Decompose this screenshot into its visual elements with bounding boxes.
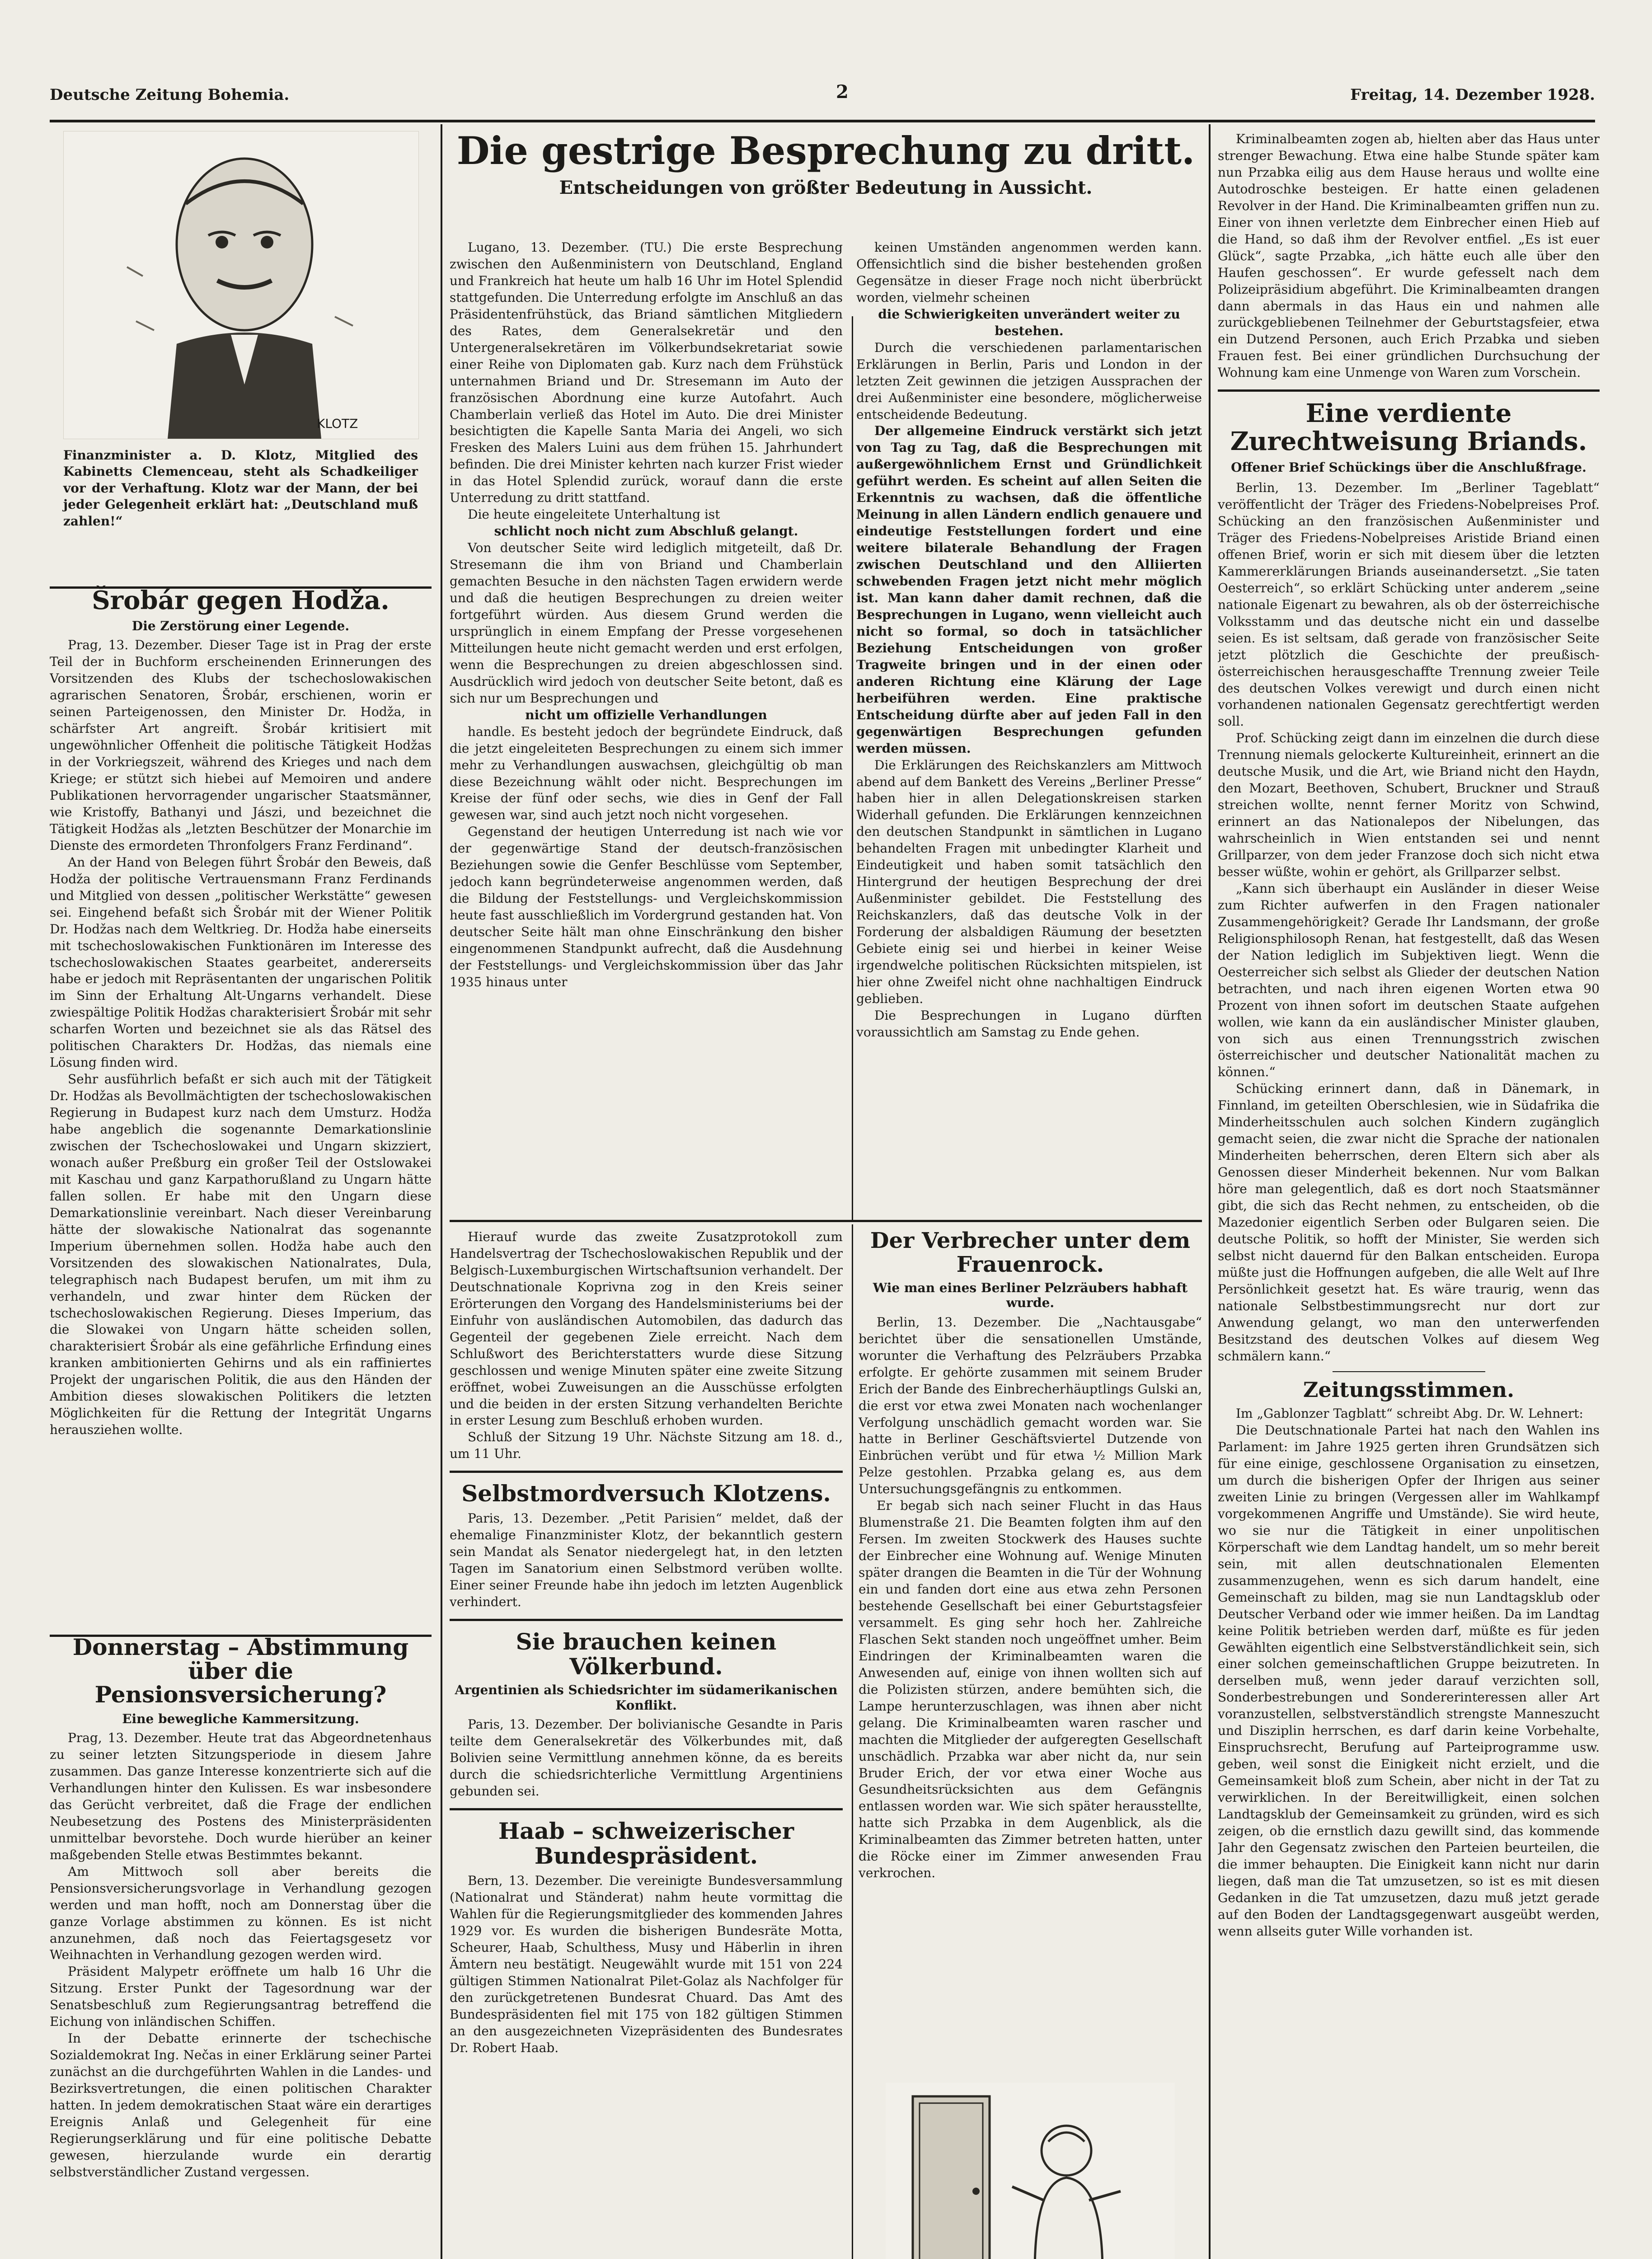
klotz-story-headline: Selbstmordversuch Klotzens. (461, 1480, 831, 1507)
pension-article (50, 1636, 432, 2181)
dritt-c1-p6: handle. Es besteht jedoch der begründete Eindruck, daß die jetzt eingeleiteten Besprechungen zu einem sich immer mehr zu Verhandlungen auswachsen, gleichgültig ob man diese Bezeichnung wählt oder nicht. Besprechungen im Kreise der fünf oder sechs, wie dies in Genf der Fall gewesen war, sind auch jetzt noch nicht vorgesehen. (450, 724, 843, 823)
klotz-portrait (63, 131, 419, 439)
column-rule (1209, 124, 1211, 2259)
masthead-rule (50, 120, 1595, 122)
verbrecher-paragraph-1: Berlin, 13. Dezember. Die „Nachtausgabe“ berichtet über die sensationellen Umstände, worunter die Verhaftung des Pelzräubers Przabka erfolgte. Er gehörte zusammen mit seinem Bruder Erich der Bande des Einbrecherhäuptlings Gulski an, die erst vor etwa zwei Monaten nach wochenlanger Verfolgung unschädlich gemacht worden war. Sie hatte in Berliner Geschäftsviertel Dutzende von Einbrüchen verübt und für etwa ½ Million Mark Pelze gestohlen. Przabka gelang es, aus dem Untersuchungsgefängnis zu entkommen. (859, 1314, 1202, 1497)
section-divider (450, 1619, 843, 1621)
verbrecher-headline: Der Verbrecher unter dem Frauenrock. (870, 1229, 1191, 1277)
page-number: 2 (836, 81, 849, 103)
srobar-paragraph-1: Prag, 13. Dezember. Dieser Tage ist in Prag der erste Teil der in Buchform erscheinenden Erinnerungen des Vorsitzenden des Klubs der tschechoslowakischen agrarischen Senatoren, Šrobár, erschienen, worin er seinen Parteigenossen, den Minister Dr. Hodža, in schärfster Art angreift. Šrobár kritisiert mit ungewöhnlicher Offenheit die politische Tätigkeit Hodžas in der Vorkriegszeit, während des Krieges und nach dem Kriege; er stützt sich hiebei auf Memoiren und andere Publikationen hervorragender ungarischer Staatsmänner, wie Kristoffy, Bathanyi und Jászi, und bezeichnet die Tätigkeit Hodžas als „letzten Beschützer der Monarchie im Dienste des ermordeten Thronfolgers Franz Ferdinand“. (50, 637, 432, 853)
dritt-c2-p2: die Schwierigkeiten unverändert weiter zu bestehen. (878, 306, 1180, 338)
dritt-c1-p5: nicht um offizielle Verhandlungen (525, 707, 767, 722)
section-rule (450, 1220, 1202, 1222)
pension-headline: Donnerstag – Abstimmung über die Pensionsversicherung? (72, 1634, 409, 1708)
dritt-subheadline: Entscheidungen von größter Bedeutung in Aussicht. (559, 177, 1093, 199)
cartoon-illustration (886, 2083, 1175, 2259)
newspaper-name: Deutsche Zeitung Bohemia. (50, 86, 290, 104)
verbrecher-paragraph-2: Er begab sich nach seiner Flucht in das Haus Blumenstraße 21. Die Beamten folgten ihm auf den Fersen. Im zweiten Stockwerk des Hauses suchte der Einbrecher eine Wohnung auf. Wenige Minuten später drangen die Beamten in die Tür der Wohnung ein und fanden dort eine aus etwa zehn Personen bestehende Gesellschaft bei einer Geburtstagsfeier versammelt. Es ging sehr hoch her. Zahlreiche Flaschen Sekt standen noch ungeöffnet umher. Beim Eindringen der Kriminalbeamten waren die Anwesenden auf, einige von ihnen wollten sich auf die Polizisten stürzen, andere bemühten sich, die Lampe herunterzuschlagen, was ihnen aber nicht gelang. Die Kriminalbeamten waren rascher und machten die Mitglieder der aufgeregten Gesellschaft unschädlich. Przabka war aber nicht da, nur sein Bruder Erich, der vor etwa einer Woche aus Gesundheitsrücksichten aus dem Gefängnis entlassen worden war. Wie sich später herausstellte, hatte sich Przabka in dem Augenblick, als die Kriminalbeamten das Zimmer betreten hatten, unter die Röcke einer im Zimmer anwesenden Frau verkrochen. (859, 1498, 1202, 1881)
briand-paragraph-1: Berlin, 13. Dezember. Im „Berliner Tageblatt“ veröffentlicht der Träger des Friedens-Nobelpreises Prof. Schücking an den französischen Außenminister und Träger des Friedens-Nobelpreises Aristide Briand einen offenen Brief, worin er sich mit diesem über die letzten Kammererklärungen Briands auseinandersetzt. „Sie taten Oesterreich“, so erklärt Schücking unter anderem „seine nationale Eigenart zu bewahren, als ob der österreichische Volksstamm und das deutsche nicht ein und dasselbe seien. Es ist seltsam, daß gerade von französischer Seite jetzt plötzlich die Geschichte der preußisch-österreichischen herausgeschaffte Trennung zweier Teile des deutschen Volkes verewigt und durch einen nicht vorhandenen nationalen Gegensatz gerechtfertigt werden soll. (1218, 480, 1600, 729)
mid-paragraph-2: Schluß der Sitzung 19 Uhr. Nächste Sitzung am 18. d., um 11 Uhr. (450, 1429, 843, 1462)
verbrecher-continued: Kriminalbeamten zogen ab, hielten aber das Haus unter strenger Bewachung. Etwa eine halbe Stunde später kam nun Przabka eilig aus dem Hause heraus und wollte eine Autodroschke besteigen. Er hatte einen geladenen Revolver in der Hand. Die Kriminalbeamten griffen nun zu. Einer von ihnen verletzte dem Einbrecher einen Hieb auf die Hand, so daß ihm der Revolver entfiel. „Es ist euer Glück“, sagte Przabka, „ich hätte euch alle über den Haufen geschossen“. Er wurde gefesselt nach dem Polizeipräsidium abgeführt. Die Kriminalbeamten drangen dann abermals in das Haus ein und nahmen alle zurückgebliebenen Teilnehmer der Geburtstagsfeier, etwa ein Dutzend Personen, auch Erich Przabka und sieben Frauen fest. Bei einer gründlichen Durchsuchung der Wohnung kam eine Unmenge von Waren zum Vorschein. (1218, 131, 1600, 380)
srobar-article (50, 587, 432, 1439)
verbrecher-subheadline: Wie man eines Berliner Pelzräubers habhaft wurde. (873, 1280, 1188, 1311)
dritt-c2-p1: keinen Umständen angenommen werden kann. Offensichtlich sind die bisher bestehenden großen Gegensätze in dieser Frage noch nicht überbrückt worden, vielmehr scheinen (856, 240, 1202, 305)
portrait-label: KLOTZ (317, 416, 358, 431)
srobar-paragraph-2: An der Hand von Belegen führt Šrobár den Beweis, daß Hodža der politische Vertrauensmann Franz Ferdinands und Mitglied von dessen „politischer Werkstätte“ gewesen sei. Eingehend befaßt sich Šrobár mit der Wiener Politik Dr. Hodžas nach dem Weltkrieg. Dr. Hodža habe einerseits mit tschechoslowakischen Funktionären im Interesse des tschechoslowakischen Staates gearbeitet, andererseits habe er jedoch mit Repräsentanten der ungarischen Politik im Sinn der Erhaltung Alt-Ungarns verhandelt. Diese zwiespältige Politik Hodžas charakterisiert Šrobár mit sehr scharfen Worten und bezeichnet sie als das Rätsel des politischen Charakters Dr. Hodžas, das niemals eine Lösung finden wird. (50, 854, 432, 1070)
voelkerbund-headline: Sie brauchen keinen Völkerbund. (516, 1628, 777, 1680)
haab-paragraph: Bern, 13. Dezember. Die vereinigte Bundesversammlung (Nationalrat und Ständerat) nahm heute vormittag die Wahlen für die Regierungsmitglieder des kommenden Jahres 1929 vor. Es wurden die bisherigen Bundesräte Motta, Scheurer, Haab, Schulthess, Musy und Häberlin in ihren Ämtern neu bestätigt. Neugewählt wurde mit 151 von 224 gültigen Stimmen Nationalrat Pilet-Golaz als Nachfolger für den zurückgetretenen Bundesrat Chuard. Das Amt des Bundespräsidenten fiel mit 175 von 182 gültigen Stimmen an den ausgezeichneten Vizepräsidenten des Bundesrates Dr. Robert Haab. (450, 1873, 843, 2055)
issue-date: Freitag, 14. Dezember 1928. (1350, 86, 1595, 104)
pension-paragraph-2: Am Mittwoch soll aber bereits die Pensionsversicherungsvorlage in Verhandlung gezogen werden und man hofft, noch am Donnerstag über die ganze Vorlage abstimmen zu können. Es ist nicht anzunehmen, daß noch das Feiertagsgesetz vor Weihnachten in Verhandlung gezogen werden wird. (50, 1864, 432, 1963)
briand-paragraph-3: „Kann sich überhaupt ein Ausländer in dieser Weise zum Richter aufwerfen in den Fragen nationaler Zusammengehörigkeit? Gerade Ihr Landsmann, der große Religionsphilosoph Renan, hat festgestellt, daß das Wesen der Nation lediglich im Subjektiven liegt. Wenn die Oesterreicher sich selbst als Glieder der deutschen Nation betrachten, und nach ihren eigenen Worten etwa 90 Prozent von ihnen sofort im deutschen Staate aufgehen wollen, wie kann da ein ausländischer Minister glauben, von sich aus einen Trennungsstrich zwischen österreichischer und deutscher Nationalität machen zu können.“ (1218, 881, 1600, 1080)
dritt-c1-p4: Von deutscher Seite wird lediglich mitgeteilt, daß Dr. Stresemann die ihm von Briand und Chamberlain gemachten Besuche in den nächsten Tagen erwidern werde und daß die heutigen Besprechungen zu dreien weiter fortgeführt würden. Aus diesem Grund werden die ursprünglich in einem Empfang der Presse vorgesehenen Mitteilungen heute nicht gemacht werden und erst erfolgen, wenn die Besprechungen zu dreien abgeschlossen sind. Ausdrücklich wird jedoch von deutscher Seite betont, daß es sich nur um Besprechungen und (450, 540, 843, 706)
mid-paragraph-1: Hierauf wurde das zweite Zusatzprotokoll zum Handelsvertrag der Tschechoslowakischen Republik und der Belgisch-Luxemburgischen Wirtschaftsunion verhandelt. Der Deutschnationale Koprivna zog in den Kreis seiner Erörterungen den Vorgang des Handelsministeriums bei der Einfuhr von ausländischen Automobilen, das dadurch das Gegenteil der gegebenen Ziele erreicht. Nach dem Schlußwort des Berichterstatters wurde diese Sitzung geschlossen und wenige Minuten später eine zweite Sitzung eröffnet, wobei Zuweisungen an die Ausschüsse erfolgten und die beiden in der ersten Sitzung verhandelten Berichte in erster Lesung zum Beschluß erhoben wurden. (450, 1229, 843, 1428)
column-rule (852, 1224, 853, 2259)
dritt-c1-p2: Die heute eingeleitete Unterhaltung ist (468, 507, 720, 522)
dritt-c2-p4: Der allgemeine Eindruck verstärkt sich jetzt von Tag zu Tag, daß die Besprechungen mit außergewöhnlichem Ernst und Gründlichkeit geführt werden. Es scheint auf allen Seiten die Erkenntnis zu wachsen, daß die öffentliche Meinung in allen Ländern endlich genauere und eindeutige Feststellungen fordert und eine weitere bilaterale Behandlung der Fragen zwischen Deutschland und den Alliierten schwebenden Fragen jetzt nicht mehr möglich ist. Man kann daher damit rechnen, daß die Besprechungen in Lugano, wenn vielleicht auch nicht so formal, so doch in tatsächlicher Beziehung Entscheidungen von großer Tragweite bringen und in der einen oder anderen Richtung eine Klärung der Lage herbeiführen werden. Eine praktische Entscheidung dürfte aber auf jeden Fall in den gegenwärtigen Besprechungen gefunden werden müssen. (856, 423, 1202, 756)
klotz-caption: Finanzminister a. D. Klotz, Mitglied des Kabinetts Clemenceau, steht als Schadkeiliger vor der Verhaftung. Klotz war der Mann, der bei jeder Gelegenheit erklärt hat: „Deutschland muß zahlen!“ (63, 448, 418, 529)
voelkerbund-subheadline: Argentinien als Schiedsrichter im südamerikanischen Konflikt. (455, 1683, 838, 1713)
haab-headline: Haab – schweizerischer Bundespräsident. (498, 1818, 794, 1870)
dritt-headline: Die gestrige Besprechung zu dritt. (456, 131, 1195, 173)
verbrecher-article (859, 1229, 1202, 2259)
voelkerbund-paragraph: Paris, 13. Dezember. Der bolivianische Gesandte in Paris teilte dem Generalsekretär des Völkerbundes mit, daß Bolivien seine Vermittlung annehmen könne, da es bereits durch die schiedsrichterliche Vermittlung Argentiniens gebunden sei. (450, 1717, 843, 1799)
briand-subheadline: Offener Brief Schückings über die Anschlußfrage. (1231, 460, 1586, 475)
pension-paragraph-1: Prag, 13. Dezember. Heute trat das Abgeordnetenhaus zu seiner letzten Sitzungsperiode in diesem Jahre zusammen. Das ganze Interesse konzentrierte sich auf die Verhandlungen hinter den Kulissen. Es war insbesondere das Gerücht verbreitet, daß die Frage der endlichen Neubesetzung des Postens des Ministerpräsidenten unmittelbar bevorstehe. Doch wurde hierüber an keiner maßgebenden Stelle etwas Bestimmtes bekannt. (50, 1730, 432, 1862)
cartoon-panel (886, 2083, 1175, 2259)
portrait-illustration (64, 131, 418, 439)
dritt-c2-p3: Durch die verschiedenen parlamentarischen Erklärungen in Berlin, Paris und London in der letzten Zeit gewinnen die jetzigen Aussprachen der drei Außenminister eine besondere, möglicherweise entscheidende Bedeutung. (856, 340, 1202, 422)
zeitung-paragraph-2: Die Deutschnationale Partei hat nach den Wahlen ins Parlament: im Jahre 1925 gerten ihren Grundsätzen sich für eine einige, geschlossene Organisation zu einsetzen, um durch die bisherigen Opfer der Ihrigen aus seiner zweiten Linie zu bringen (Vergessen aller im Wahlkampf vorgekommenen Angriffe und Umstände). Sie wird heute, wo sie nur die Tätigkeit in einer unpolitischen Körperschaft wie dem Landtag handelt, um so mehr bereit sein, mit allen deutschnationalen Elementen zusammenzugehen, wenn es sich darum handelt, eine Gemeinschaft zu bilden, mag sie nun Landtagsklub oder Deutscher Verband oder wie immer heißen. Da im Landtag keine Politik betrieben werden darf, müßte es für jeden Gewählten eigentlich eine Selbstverständlichkeit sein, sich einer solchen gemeinschaftlichen Gruppe beizutreten. In derselben muß, wenn jeder darauf verzichten soll, Sonderbestrebungen und Sondererinteressen aller Art voranzustellen, selbstverständlich strengste Manneszucht und Disziplin herrschen, es darf darin keine Vorbehalte, Einspruchsrecht, Berufung auf Parteiprogramme usw. geben, weil sonst die Einigkeit nicht erzielt, und die Gemeinsamkeit bloß zum Schein, aber nicht in der Tat zu verwirklichen. In der Bereitwilligkeit, einen solchen Landtagsklub der Gemeinsamkeit zu gründen, wird es sich zeigen, ob die ernstlich dazu gewillt sind, das kommende Jahr den Gegensatz zwischen den Parteien beurteilen, die die immer behaupten. Die Einigkeit kann nicht nur darin liegen, daß man die Tat umzusetzen, so ist es mit diesen Gedanken in die Tat umzusetzen, dazu muß jetzt gerade auf den Boden der Landtagsgegenwart ausgeübt werden, wenn allseits guter Wille vorhanden ist. (1218, 1423, 1600, 1939)
section-divider (450, 1808, 843, 1810)
left-column (50, 131, 432, 2259)
zeitung-headline: Zeitungsstimmen. (1303, 1377, 1515, 1402)
briand-paragraph-2: Prof. Schücking zeigt dann im einzelnen die durch diese Trennung niemals gelockerte Kultureinheit, erinnert an die deutsche Musik, und die Art, wie Briand nicht den Haydn, den Mozart, Beethoven, Schubert, Bruckner und Strauß streichen wollte, nennt ferner Moritz von Schwind, erinnert an das Nationalepos der Nibelungen, das wahrscheinlich in Wien entstanden sei und nennt Grillparzer, von dem jeder Franzose doch sich nicht etwa besser wüßte, wohin er gehört, als Grillparzer selbst. (1218, 731, 1600, 879)
section-divider (450, 1471, 843, 1473)
dritt-c1-p1: Lugano, 13. Dezember. (TU.) Die erste Besprechung zwischen den Außenministern von Deutschland, England und Frankreich hat heute um halb 16 Uhr im Hotel Splendid stattgefunden. Die Unterredung erfolgte im Anschluß an das Präsidentenfrühstück, das Briand sämtlichen Mitgliedern des Rates, dem Generalsekretär und den Untergeneralsekretären im Völkerbundsekretariat sowie einer Reihe von Diplomaten gab. Kurz nach dem Frühstück unternahmen Briand und Dr. Stresemann im Auto der französischen Abordnung eine kurze Autofahrt. Auch Chamberlain verließ das Hotel im Auto. Die drei Minister besichtigten die Kapelle Santa Maria dei Angeli, wo sich Fresken des Malers Luini aus dem frühen 15. Jahrhundert befinden. Die drei Minister kehrten nach kurzer Frist wieder in das Hotel Splendid zurück, worauf dann die erste Unterredung zu dritt stattfand. (450, 240, 843, 506)
pension-paragraph-3: Präsident Malypetr eröffnete um halb 16 Uhr die Sitzung. Erster Punkt der Tagesordnung war der Senatsbeschluß zum Regierungsantrag betreffend die Eichung von inländischen Schiffen. (50, 1964, 432, 2029)
dritt-c2-p6: Die Besprechungen in Lugano dürften voraussichtlich am Samstag zu Ende gehen. (856, 1008, 1202, 1040)
pension-paragraph-4: In der Debatte erinnerte der tschechische Sozialdemokrat Ing. Nečas in einer Erklärung seiner Partei zunächst an die durchgeführten Wahlen in die Landes- und Bezirksvertretungen, die einen politischen Charakter hatten. In jedem demokratischen Staat wäre ein derartiges Ereignis Anlaß und Gelegenheit für eine Regierungserklärung und für eine politische Debatte gewesen, hierzulande wurde ein derartig selbstverständlicher Zustand vergessen. (50, 2031, 432, 2179)
pension-subheadline: Eine bewegliche Kammersitzung. (122, 1711, 359, 1726)
dritt-c1-p7: Gegenstand der heutigen Unterredung ist nach wie vor der gegenwärtige Stand der deutsch-französischen Beziehungen sowie die Genfer Beschlüsse vom September, jedoch kann begründeterweise angenommen werden, daß die Bildung der Feststellungs- und Vergleichskommission heute fast ausschließlich im Vordergrund gestanden hat. Von deutscher Seite hält man ohne Einschränkung den bisher eingenommenen Standpunkt aufrecht, daß die Ausdehnung der Feststellungs- und Vergleichskommission über das Jahr 1935 hinaus unter (450, 824, 843, 989)
column-rule (441, 124, 442, 2259)
srobar-paragraph-3: Sehr ausführlich befaßt er sich auch mit der Tätigkeit Dr. Hodžas als Bevollmächtigten der tschechoslowakischen Regierung in Budapest kurz nach dem Umsturz. Hodža habe angeblich die sogenannte Demarkationslinie zwischen der Tschechoslowakei und Ungarn skizziert, wonach außer Preßburg ein großer Teil der Ostslowakei mit Kaschau und ganz Karpathorußland zu Ungarn hätte fallen sollen. Er habe mit den Ungarn diese Demarkationslinie vereinbart. Nach dieser Vereinbarung hätte der slowakische Nationalrat das sogenannte Imperium übernehmen sollen. Hodža habe auch den Vorsitzenden des slowakischen Nationalrates, Dula, telegraphisch nach Budapest berufen, um mit ihm zu verhandeln, und zwar hinter dem Rücken der tschechoslowakischen Regierung. Dieses Imperium, das die Slowakei von Ungarn hätte scheiden sollen, charakterisiert Šrobár als eine gefährliche Erfindung eines kranken ambitionierten Gehirns und als ein raffiniertes Projekt der ungarischen Politik, die aus den Händen der Ambition dieses slowakischen Politikers die letzten Möglichkeiten für die Rettung der Integrität Ungarns herausziehen wollte. (50, 1072, 432, 1438)
section-divider (1333, 1371, 1485, 1372)
dritt-c2-p5: Die Erklärungen des Reichskanzlers am Mittwoch abend auf dem Bankett des Vereins „Berliner Presse“ haben hier in allen Delegationskreisen starken Widerhall gefunden. Die Erklärungen kennzeichnen den deutschen Standpunkt in sämtlichen in Lugano behandelten Fragen mit unbedingter Klarheit und Eindeutigkeit und haben somit tatsächlich den Hintergrund der heutigen Besprechung der drei Außenminister gebildet. Die Feststellung des Reichskanzlers, daß das deutsche Volk in der Forderung der alsbaldigen Räumung der besetzten Gebiete einig sei und hierbei in keiner Weise irgendwelche politischen Rücksichten mitspielen, ist hier ohne Zweifel nicht ohne nachhaltigen Eindruck geblieben. (856, 757, 1202, 1006)
masthead (50, 81, 1595, 117)
dritt-c1-p3: schlicht noch nicht zum Abschluß gelangt. (494, 524, 798, 539)
right-column (1218, 131, 1600, 2259)
srobar-subheadline: Die Zerstörung einer Legende. (131, 618, 350, 633)
klotz-story-paragraph: Paris, 13. Dezember. „Petit Parisien“ meldet, daß der ehemalige Finanzminister Klotz, der bekanntlich gestern sein Mandat als Senator niedergelegt hat, in den letzten Tagen im Sanatorium einen Selbstmord verüben wollte. Einer seiner Freunde habe ihn jedoch im letzten Augenblick verhindert. (450, 1511, 843, 1610)
center-lower-left (450, 1229, 843, 2259)
briand-paragraph-4: Schücking erinnert dann, daß in Dänemark, in Finnland, im geteilten Oberschlesien, wie in Südafrika die Minderheitsschulen auch solchen Kindern zugänglich gemacht seien, die zwar nicht die Sprache der nationalen Minderheiten beherrschen, deren Eltern sich aber als Genossen dieser Minderheit bekennen. Nur vom Balkan höre man gelegentlich, daß es dort noch Staatsmänner gibt, die sich das Recht nehmen, zu entscheiden, ob die Mazedonier eigentlich Serben oder Bulgaren seien. Die deutsche Politik, so hofft der Minister, Sie werden sich selbst nicht dauernd für den Balkan entscheiden. Europa müßte just die Hoffnungen aufgeben, die alle Welt auf Ihre Persönlichkeit gesetzt hat. Es wäre traurig, wenn das nationale Selbstbestimmungsrecht nur dort zur Anwendung gelangt, wo man den unterwerfenden Besitzstand des deutschen Volkes auf diesem Weg schmälern kann.“ (1218, 1081, 1600, 1364)
dritt-article (450, 131, 1202, 1218)
zeitung-paragraph-1: Im „Gablonzer Tagblatt“ schreibt Abg. Dr. W. Lehnert: (1236, 1406, 1583, 1421)
srobar-headline: Šrobár gegen Hodža. (92, 586, 390, 615)
section-divider (1218, 389, 1600, 392)
briand-headline: Eine verdiente Zurechtweisung Briands. (1230, 398, 1587, 456)
dritt-column-2 (856, 239, 1202, 1041)
dritt-column-1 (450, 239, 843, 991)
